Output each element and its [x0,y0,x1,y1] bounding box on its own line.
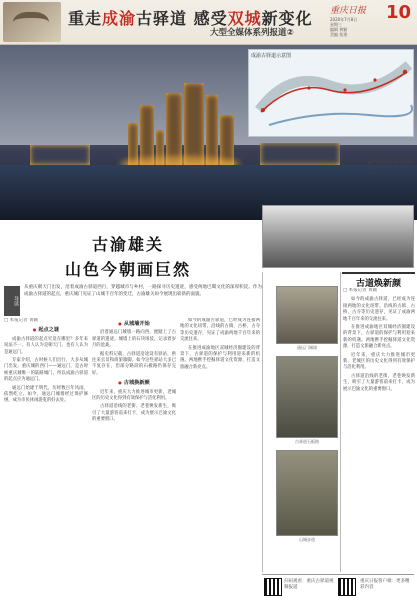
article-column-1 [4,318,88,572]
thumb-caption: 山城步道 [299,537,315,542]
paragraph: 成渝古驿道的起点究竟在哪里？多年来说法不一。有人认为是朝天门，也有人认为是通远门。 [4,336,88,355]
page-header [0,0,417,45]
hero-photo-city-night [0,45,417,220]
right-column-title: 古道焕新颜 [342,272,415,289]
thumb-photo [276,356,338,438]
section-title: ● 从城墙开始 [92,321,176,327]
byline: □ 本报记者 黄颖 [343,288,378,293]
right-column-body [343,288,415,572]
building [166,93,182,165]
title-highlight: 成渝 [102,9,137,28]
intro-paragraph: 从重庆朝天门出发，沿着成渝古驿道西行，穿越城市与乡村，一路探寻历史遗迹，感受两地巴蜀文化的深厚积淀。作为成渝古驿道的起点，重庆城门见证了山城千百年的变迁，古渝雄关如今展现出崭新的面貌。 [24,285,262,297]
paragraph: 通远门始建于明代，历经数百年风雨，依然屹立。如今，通远门城墙经过保护修缮，成为市民休闲游览的好去处。 [4,385,88,404]
title-part: 重走 [68,9,103,28]
thumb-caption: 古驿道石板路 [295,439,319,444]
page-number: 10 [386,2,412,23]
route-map-graphic [249,50,415,138]
thumb-caption: 通远门城墙 [297,345,317,350]
section-title: ● 古城换新颜 [92,380,176,386]
photo-caption: ▲重庆老城全景（资料图片） [368,160,412,171]
header-tower-illustration [3,2,61,42]
building [30,145,90,165]
map-caption: 成渝古驿道示意图 [251,53,292,59]
column-divider [262,272,263,572]
series-subtitle: 大型全媒体系列报道② [210,28,294,38]
paragraph: 近年来，重庆大力推进城市更新，老城区的历史文化得到有效保护与活化利用。 [92,389,176,402]
paragraph: 在推进成渝地区双城经济圈建设的背景下，古驿道的保护与利用迎来新的机遇。两地携手挖掘驿道文化资源，打造文旅融合新亮点。 [180,345,260,370]
thumb-photo [276,286,338,344]
paragraph: 沿着通远门城墙一路向西，便踏上了古驿道的遗迹。城墙上的石块斑驳，记录着岁月的沧桑。 [92,330,176,349]
paragraph: 近年来，重庆大力推进城市更新，老城区的历史文化得到有效保护与活化利用。 [343,352,415,371]
paragraph: 在推进成渝地区双城经济圈建设的背景下，古驿道的保护与利用迎来新的机遇。两地携手挖掘驿道文化资源，打造文旅融合新亮点。 [343,325,415,350]
footer-text: 重庆日报客户端：更多精彩内容 [360,579,410,590]
route-map [248,49,414,137]
thumb-photo [276,450,338,536]
title-part: 古驿道 感受 [136,9,228,28]
date-block [330,17,386,37]
building [184,83,204,165]
main-headline [28,232,228,280]
paragraph: 据史料记载，古驿道沿途设有驿站，供往来官员和商旅歇脚。如今这些驿站大多已不复存在，但部分路段的石板路仍保存完好。 [92,351,176,376]
qr-code-icon[interactable] [338,578,356,596]
date-line: 美编 张建 [330,32,348,37]
section-title: ● 起点之谜 [4,327,88,333]
paragraph: 如今的成渝古驿道，已经成为连接两地的文化纽带。沿线的古镇、古桥、古寺等历史遗存，见证了成渝两地千百年来的交流往来。 [180,318,260,343]
article-column-2 [92,318,176,572]
headline-line-2: 山色今朝画巨然 [64,260,191,279]
paragraph: 专家介绍，古时候人们出行，大多从城门出发。重庆城的西门——通远门，是古时候重庆城唯一的陆路城门，所以成渝古驿道的起点应为通远门。 [4,358,88,383]
column-divider [340,272,341,572]
date-line: 2020年7月8日 [330,17,358,22]
footer-text: 扫码观看：重庆古驿道视频报道 [284,579,334,590]
paragraph: 古驿道沿线的老街、老巷焕发新生，吸引了大量游客前来打卡，成为展示巴渝文化的重要窗口。 [92,404,176,423]
intro-tag: 导读 [4,286,20,316]
paper-name: 重庆日报 [330,6,367,16]
date-line: 星期三 [330,22,342,27]
article-column-3 [180,318,260,572]
building [206,95,218,165]
page-footer [262,574,414,598]
paragraph: 如今的成渝古驿道，已经成为连接两地的文化纽带。沿线的古镇、古桥、古寺等历史遗存，见证了成渝两地千百年来的交流往来。 [343,297,415,322]
byline: □ 本报记者 黄颖 [4,318,39,323]
historic-photo [262,205,414,268]
headline-line-1: 古渝雄关 [91,235,164,254]
qr-code-icon[interactable] [264,578,282,596]
title-part: 新变化 [261,9,313,28]
paragraph: 古驿道沿线的老街、老巷焕发新生，吸引了大量游客前来打卡，成为展示巴渝文化的重要窗口。 [343,373,415,392]
building [260,143,340,165]
date-line: 编辑 黄颖 [330,27,348,32]
title-highlight: 双城 [227,9,262,28]
